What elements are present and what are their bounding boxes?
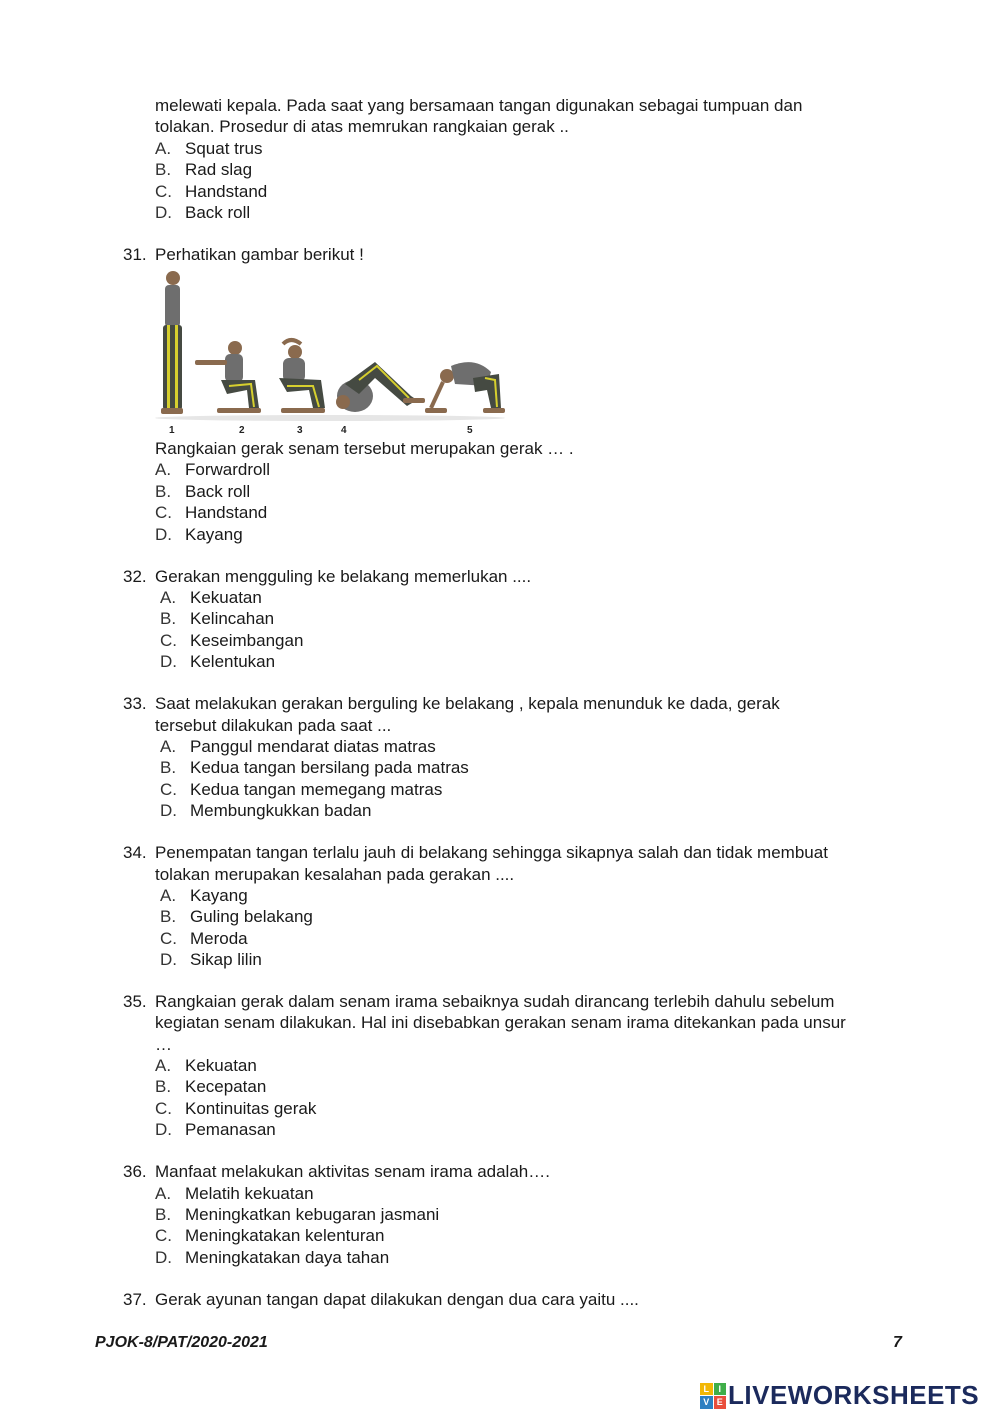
question-33-option-b[interactable]: B. Kedua tangan bersilang pada matras (160, 758, 469, 777)
gymnast-pose-3 (279, 340, 325, 413)
question-37-number: 37. (123, 1290, 147, 1309)
question-36-number: 36. (123, 1162, 147, 1181)
question-36-option-b[interactable]: B. Meningkatkan kebugaran jasmani (155, 1205, 440, 1224)
figure-label-4: 4 (341, 425, 347, 436)
question-37-text: Gerak ayunan tangan dapat dilakukan dengan dua cara yaitu .... (155, 1290, 639, 1309)
liveworksheets-brand[interactable] (700, 1380, 979, 1411)
question-31-number: 31. (123, 245, 147, 264)
question-35-option-b[interactable]: B. Kecepatan (155, 1077, 267, 1096)
footer-page-number: 7 (893, 1334, 902, 1351)
question-35-number: 35. (123, 992, 147, 1011)
question-34-number: 34. (123, 843, 147, 862)
question-32-option-c[interactable]: C. Keseimbangan (160, 631, 304, 650)
question-34-text-line-2: tolakan merupakan kesalahan pada gerakan .... (155, 865, 515, 884)
figure-label-3: 3 (297, 425, 303, 436)
question-35-text-line-1: Rangkaian gerak dalam senam irama sebaiknya sudah dirancang terlebih dahulu sebelum (155, 992, 835, 1011)
footer-document-code: PJOK-8/PAT/2020-2021 (95, 1334, 268, 1351)
question-35-text-line-3: … (155, 1035, 172, 1054)
question-36-option-a[interactable]: A. Melatih kekuatan (155, 1184, 314, 1203)
question-30-option-c[interactable]: C. Handstand (155, 182, 268, 201)
figure-label-2: 2 (239, 425, 245, 436)
question-31-option-a[interactable]: A. Forwardroll (155, 460, 271, 479)
question-32-option-d[interactable]: D. Kelentukan (160, 652, 276, 671)
liveworksheets-logo-icon: L I V E (700, 1383, 726, 1409)
question-33-number: 33. (123, 694, 147, 713)
question-35-text-line-2: kegiatan senam dilakukan. Hal ini disebabkan gerakan senam irama ditekankan pada unsur (155, 1013, 846, 1032)
back-roll-sequence-figure (155, 268, 505, 436)
question-34-text-line-1: Penempatan tangan terlalu jauh di belakang sehingga sikapnya salah dan tidak membuat (155, 843, 828, 862)
gymnast-pose-5 (425, 362, 505, 413)
question-33-text-line-1: Saat melakukan gerakan berguling ke belakang , kepala menunduk ke dada, gerak (155, 694, 780, 713)
question-33-text-line-2: tersebut dilakukan pada saat ... (155, 716, 392, 735)
question-31-option-d[interactable]: D. Kayang (155, 525, 243, 544)
question-30-text-line-1: melewati kepala. Pada saat yang bersamaan tangan digunakan sebagai tumpuan dan (155, 96, 803, 115)
question-31-option-c[interactable]: C. Handstand (155, 503, 268, 522)
gymnast-pose-1 (161, 271, 183, 414)
question-31-text: Perhatikan gambar berikut ! (155, 245, 364, 264)
question-34-option-b[interactable]: B. Guling belakang (160, 907, 313, 926)
question-36-option-d[interactable]: D. Meningkatakan daya tahan (155, 1248, 390, 1267)
question-32-text: Gerakan mengguling ke belakang memerlukan .... (155, 567, 532, 586)
question-35-option-a[interactable]: A. Kekuatan (155, 1056, 257, 1075)
question-35-option-d[interactable]: D. Pemanasan (155, 1120, 276, 1139)
figure-label-5: 5 (467, 425, 473, 436)
gymnast-pose-2 (195, 341, 261, 413)
question-31-option-b[interactable]: B. Back roll (155, 482, 251, 501)
question-30-option-a[interactable]: A. Squat trus (155, 139, 263, 158)
question-30-option-b[interactable]: B. Rad slag (155, 160, 253, 179)
question-34-option-c[interactable]: C. Meroda (160, 929, 248, 948)
question-35-option-c[interactable]: C. Kontinuitas gerak (155, 1099, 317, 1118)
question-33-option-a[interactable]: A. Panggul mendarat diatas matras (160, 737, 436, 756)
question-30-option-d[interactable]: D. Back roll (155, 203, 251, 222)
question-34-option-d[interactable]: D. Sikap lilin (160, 950, 262, 969)
question-32-option-b[interactable]: B. Kelincahan (160, 609, 275, 628)
gymnast-pose-4 (336, 362, 425, 412)
question-30-text-line-2: tolakan. Prosedur di atas memrukan rangkaian gerak .. (155, 117, 569, 136)
question-32-number: 32. (123, 567, 147, 586)
question-32-option-a[interactable]: A. Kekuatan (160, 588, 262, 607)
liveworksheets-brand-name: LIVEWORKSHEETS (728, 1380, 980, 1410)
question-31-caption: Rangkaian gerak senam tersebut merupakan gerak … . (155, 439, 574, 458)
question-33-option-d[interactable]: D. Membungkukkan badan (160, 801, 372, 820)
question-36-text: Manfaat melakukan aktivitas senam irama adalah…. (155, 1162, 550, 1181)
question-33-option-c[interactable]: C. Kedua tangan memegang matras (160, 780, 443, 799)
question-36-option-c[interactable]: C. Meningkatakan kelenturan (155, 1226, 385, 1245)
figure-label-1: 1 (169, 425, 175, 436)
question-34-option-a[interactable]: A. Kayang (160, 886, 248, 905)
